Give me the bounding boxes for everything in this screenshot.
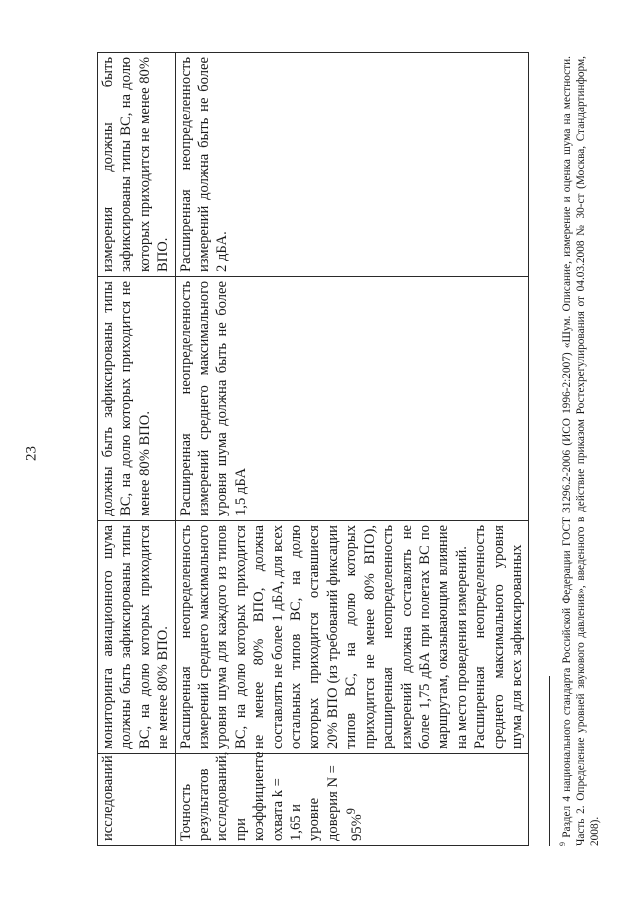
row1-col1-text: исследований	[100, 755, 116, 841]
row2-col4-text: Расширенная неопределенность измерений должна быть не более 2 дБА.	[177, 53, 231, 272]
row1-col3-text: должны быть зафиксированы типы ВС, на долю которых приходится не менее 80% ВПО.	[100, 277, 153, 516]
row2-col3-cell	[175, 277, 529, 521]
row1-col4-text: измерения должны быть зафиксированы типы ВС, на долю которых приходится не менее 80% ВПО.	[100, 53, 172, 272]
table-row	[175, 53, 529, 846]
footnote-text: Раздел 4 национального стандарта Российской Федерации ГОСТ 31296.2-2006 (ИСО 1996-2:2007) «Шум. Описание, измерение и оценка шума на местности. Часть 2. Определение уровней звукового давления», введенного в действие приказом Ростехрегулирования от 04.03.2008 № 30-ст (Москва, Стандартинформ, 2008).	[560, 56, 601, 846]
row1-col3-cell	[98, 277, 176, 521]
row1-col2-text: мониторинга авиационного шума должны быть зафиксированы типы ВС, на долю которых приходится не менее 80% ВПО.	[100, 521, 172, 749]
row2-col2-cell	[175, 521, 529, 754]
footnote-divider	[549, 676, 550, 846]
table-row	[98, 53, 176, 846]
row1-col4-cell	[98, 53, 176, 277]
row1-col2-cell	[98, 521, 176, 754]
footnote-reference: 9	[344, 808, 359, 815]
row2-col3-text: Расширенная неопределенность измерений среднего максимального уровня шума должна быть не более 1,5 дБА	[177, 277, 249, 516]
footnote	[556, 56, 602, 846]
row2-col1-text: Точность результатов исследований, при коэффициенте охвата k = 1,65 и уровне доверия N = 95%	[177, 747, 366, 841]
row2-col4-cell	[175, 53, 529, 277]
row1-col1-cell	[98, 754, 176, 846]
row2-col1-cell	[175, 747, 529, 846]
page-number: 23	[23, 446, 40, 461]
footnote-mark: 9	[558, 842, 567, 846]
requirements-table	[97, 52, 529, 846]
row2-col2-text: Расширенная неопределенность измерений среднего максимального уровня шума для каждого из типов ВС, на долю которых приходится не менее 80% ВПО, должна составлять не более 1 дБА, для всех остальных типов ВС, на долю которых приходится оставшиеся 20% ВПО (из требований фиксации типов ВС, на долю которых приходится не менее 80% ВПО), расширенная неопределенность измерений должна составлять не более 1,75 дБА при полетах ВС по маршрутам, оказывающим влияние на место проведения измерений. Расширенная неопределенность среднего максимального уровня шума для всех зафиксированных	[177, 525, 525, 749]
